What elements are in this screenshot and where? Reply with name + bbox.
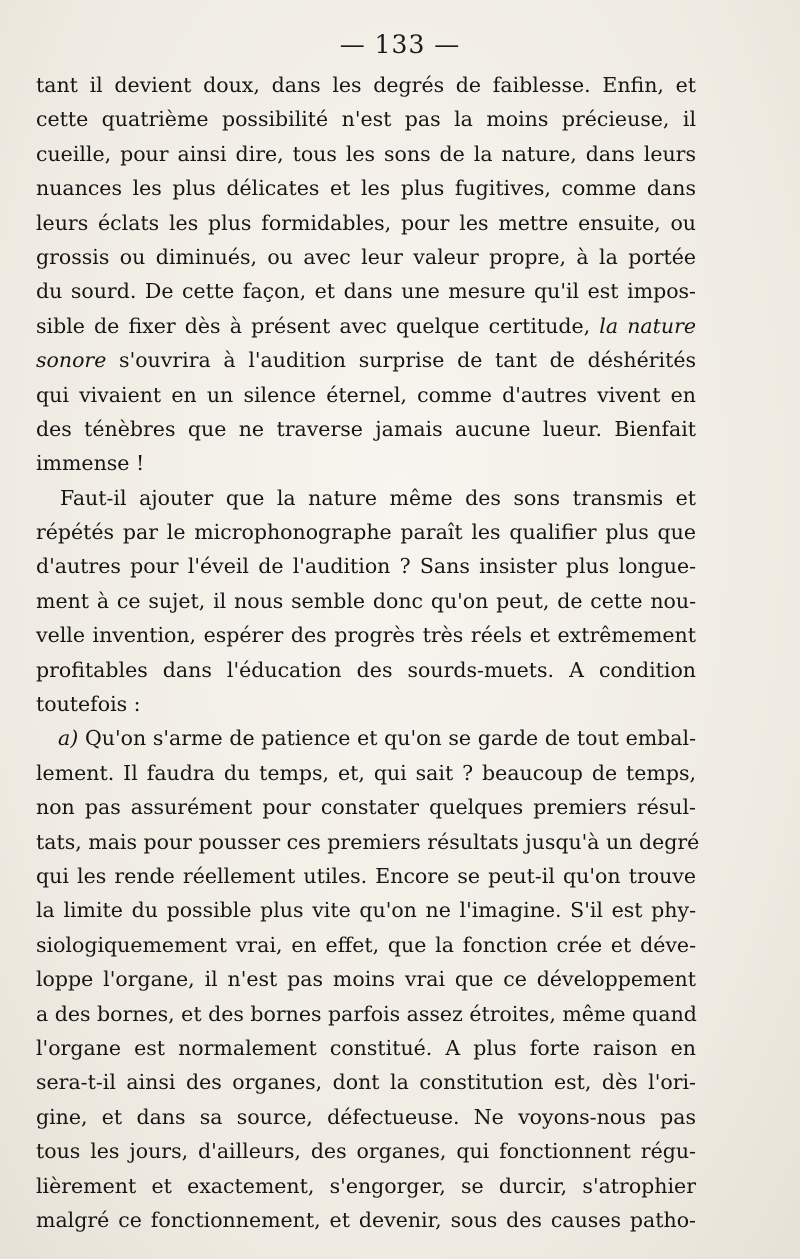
text-line: l'organe est normalement constitué. A plus forte raison en — [36, 1035, 696, 1060]
text-segment: s'ouvrira à l'audition surprise de tant de déshérités — [106, 348, 696, 373]
text-line: Faut-il ajouter que la nature même des sons transmis et — [60, 485, 696, 510]
text-line: ment à ce sujet, il nous semble donc qu'on peut, de cette nou- — [36, 588, 696, 613]
text-line: leurs éclats les plus formidables, pour les mettre ensuite, ou — [36, 210, 696, 235]
text-line: la limite du possible plus vite qu'on ne l'imagine. S'il est phy- — [36, 898, 696, 923]
italic-text: a) — [58, 726, 79, 751]
text-line: profitables dans l'éducation des sourds-muets. A condition — [36, 657, 696, 682]
italic-text: la nature — [599, 313, 697, 338]
text-line: a des bornes, et des bornes parfois assez étroites, même quand — [36, 1001, 697, 1026]
text-line: sera-t-il ainsi des organes, dont la constitution est, dès l'ori- — [36, 1070, 696, 1095]
text-line: qui les rende réellement utiles. Encore se peut-il qu'on trouve — [36, 863, 696, 888]
text-line: gine, et dans sa source, défectueuse. Ne voyons-nous pas — [36, 1104, 696, 1129]
text-line: lièrement et exactement, s'engorger, se durcir, s'atrophier — [36, 1173, 696, 1198]
text-line: loppe l'organe, il n'est pas moins vrai que ce développement — [36, 967, 696, 992]
text-line: siologiquemement vrai, en effet, que la fonction crée et déve- — [36, 932, 696, 957]
text-segment: Qu'on s'arme de patience et qu'on se garde de tout embal- — [78, 726, 696, 751]
page-number: — 133 — — [339, 30, 461, 59]
text-line: cette quatrième possibilité n'est pas la moins précieuse, il — [36, 107, 696, 132]
text-line: répétés par le microphonographe paraît les qualifier plus que — [36, 520, 696, 545]
text-line: cueille, pour ainsi dire, tous les sons de la nature, dans leurs — [36, 141, 696, 166]
text-line: grossis ou diminués, ou avec leur valeur propre, à la portée — [36, 244, 696, 269]
text-line: d'autres pour l'éveil de l'audition ? Sans insister plus longue- — [36, 554, 696, 579]
text-line — [36, 343, 696, 377]
italic-text: sonore — [36, 348, 107, 373]
text-line: tous les jours, d'ailleurs, des organes, qui fonctionnent régu- — [36, 1139, 696, 1164]
text-line: immense ! — [36, 451, 145, 476]
text-segment: sible de fixer dès à présent avec quelque certitude, — [36, 313, 600, 338]
text-line: non pas assurément pour constater quelques premiers résul- — [36, 795, 696, 820]
text-line: malgré ce fonctionnement, et devenir, sous des causes patho- — [36, 1207, 696, 1232]
text-line: tats, mais pour pousser ces premiers résultats jusqu'à un degré — [36, 829, 700, 854]
text-line: des ténèbres que ne traverse jamais aucune lueur. Bienfait — [36, 416, 696, 441]
text-line — [36, 309, 696, 343]
text-line — [36, 721, 696, 755]
body-text — [36, 68, 700, 1237]
text-line: velle invention, espérer des progrès très réels et extrêmement — [36, 623, 696, 648]
text-line: tant il devient doux, dans les degrés de faiblesse. Enfin, et — [36, 73, 696, 97]
text-line: nuances les plus délicates et les plus fugitives, comme dans — [36, 176, 696, 201]
text-line: toutefois : — [36, 692, 141, 717]
text-line: qui vivaient en un silence éternel, comme d'autres vivent en — [36, 382, 696, 407]
text-line: lement. Il faudra du temps, et, qui sait ? beaucoup de temps, — [36, 760, 696, 785]
text-line: du sourd. De cette façon, et dans une mesure qu'il est impos- — [36, 279, 696, 304]
